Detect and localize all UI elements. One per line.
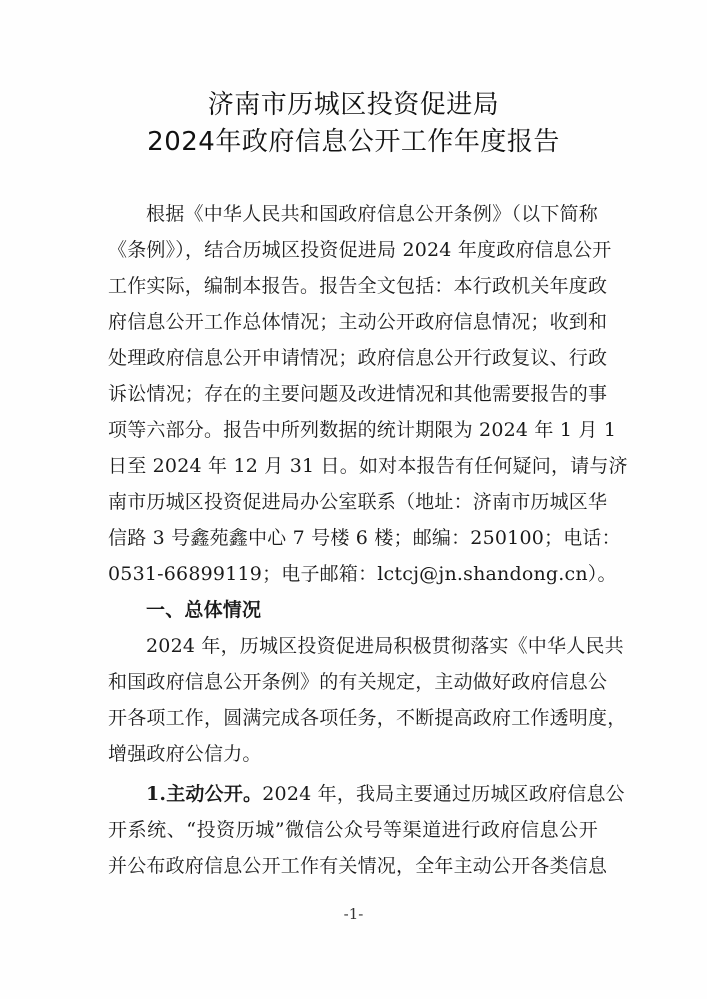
intro-line: 项等六部分。报告中所列数据的统计期限为 2024 年 1 月 1 [108, 419, 617, 441]
intro-line: 诉讼情况；存在的主要问题及改进情况和其他需要报告的事 [108, 383, 608, 405]
intro-line: 0531-66899119；电子邮箱：lctcj@jn.shandong.cn）。 [108, 563, 617, 585]
item-line [146, 776, 625, 812]
section-line: 2024 年，历城区投资促进局积极贯彻落实《中华人民共 [146, 635, 624, 657]
intro-line: 南市历城区投资促进局办公室联系（地址：济南市历城区华 [108, 491, 608, 513]
section-heading: 一、总体情况 [146, 599, 262, 621]
intro-line: 府信息公开工作总体情况；主动公开政府信息情况；收到和 [108, 311, 608, 333]
section-line: 和国政府信息公开条例》的有关规定，主动做好政府信息公 [108, 671, 608, 693]
page-number: -1- [343, 905, 364, 923]
item-lead: 1.主动公开。 [146, 783, 263, 805]
intro-line: 处理政府信息公开申请情况；政府信息公开行政复议、行政 [108, 347, 608, 369]
section-line: 增强政府公信力。 [108, 743, 262, 765]
intro-line: 《条例》），结合历城区投资促进局 2024 年度政府信息公开 [108, 239, 612, 261]
document-title-line2: 2024年政府信息公开工作年度报告 [147, 127, 560, 157]
item-line: 并公布政府信息公开工作有关情况，全年主动公开各类信息 [108, 855, 608, 877]
document-title-line1: 济南市历城区投资促进局 [207, 90, 500, 120]
intro-line: 根据《中华人民共和国政府信息公开条例》（以下简称 [146, 203, 598, 225]
item-line: 开系统、“投资历城”微信公众号等渠道进行政府信息公开 [108, 819, 598, 841]
intro-line: 日至 2024 年 12 月 31 日。如对本报告有任何疑问，请与济 [108, 455, 628, 477]
item-text: 2024 年，我局主要通过历城区政府信息公 [262, 783, 625, 805]
intro-line: 信路 3 号鑫苑鑫中心 7 号楼 6 楼；邮编：250100；电话： [108, 527, 621, 549]
intro-line: 工作实际，编制本报告。报告全文包括：本行政机关年度政 [108, 275, 608, 297]
section-line: 开各项工作，圆满完成各项任务，不断提高政府工作透明度， [108, 707, 627, 729]
